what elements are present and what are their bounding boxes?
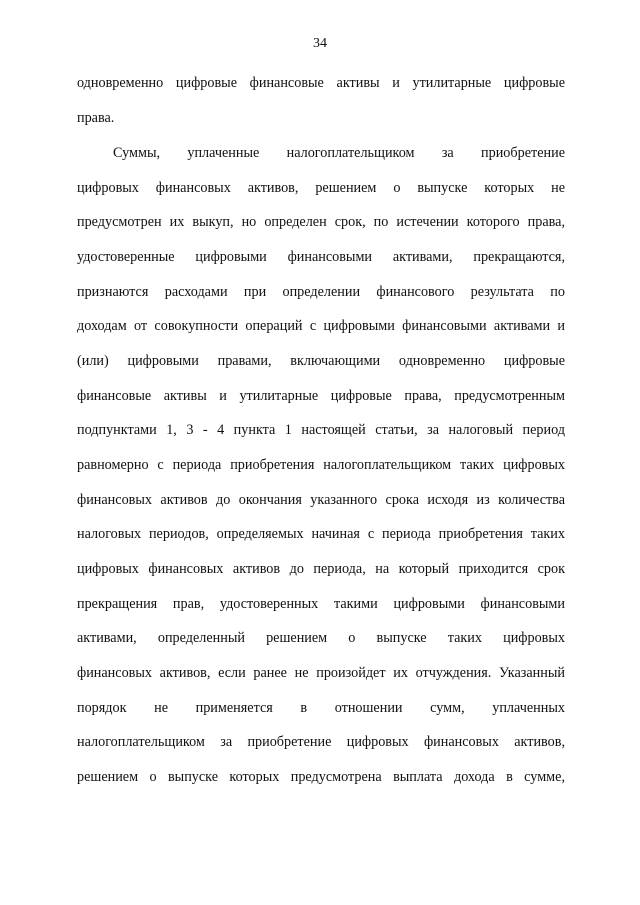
text-line: предусмотрен их выкуп, но определен срок, по истечении которого права, bbox=[77, 214, 565, 230]
text-line: признаются расходами при определении финансового результата по bbox=[77, 284, 565, 300]
text-line: цифровых финансовых активов, решением о выпуске которых не bbox=[77, 180, 565, 196]
text-line: равномерно с периода приобретения налогоплательщиком таких цифровых bbox=[77, 457, 565, 473]
text-line: цифровых финансовых активов до периода, на который приходится срок bbox=[77, 561, 565, 577]
text-line: (или) цифровыми правами, включающими одновременно цифровые bbox=[77, 353, 565, 369]
text-line: доходам от совокупности операций с цифровыми финансовыми активами и bbox=[77, 318, 565, 334]
text-line: порядок не применяется в отношении сумм, уплаченных bbox=[77, 700, 565, 716]
text-line: Суммы, уплаченные налогоплательщиком за приобретение bbox=[113, 145, 565, 161]
text-line: права. bbox=[77, 110, 115, 126]
text-line: удостоверенные цифровыми финансовыми активами, прекращаются, bbox=[77, 249, 565, 265]
text-line: одновременно цифровые финансовые активы и утилитарные цифровые bbox=[77, 75, 565, 91]
text-line: финансовых активов до окончания указанного срока исходя из количества bbox=[77, 492, 565, 508]
text-line: финансовых активов, если ранее не произойдет их отчуждения. Указанный bbox=[77, 665, 565, 681]
text-line: активами, определенный решением о выпуске таких цифровых bbox=[77, 630, 565, 646]
text-line: подпунктами 1, 3 - 4 пункта 1 настоящей статьи, за налоговый период bbox=[77, 422, 565, 438]
text-line: налоговых периодов, определяемых начиная с периода приобретения таких bbox=[77, 526, 565, 542]
text-line: прекращения прав, удостоверенных такими цифровыми финансовыми bbox=[77, 596, 565, 612]
text-line: налогоплательщиком за приобретение цифровых финансовых активов, bbox=[77, 734, 565, 750]
text-line: решением о выпуске которых предусмотрена выплата дохода в сумме, bbox=[77, 769, 565, 785]
page-number: 34 bbox=[313, 36, 327, 51]
text-line: финансовые активы и утилитарные цифровые права, предусмотренным bbox=[77, 388, 565, 404]
